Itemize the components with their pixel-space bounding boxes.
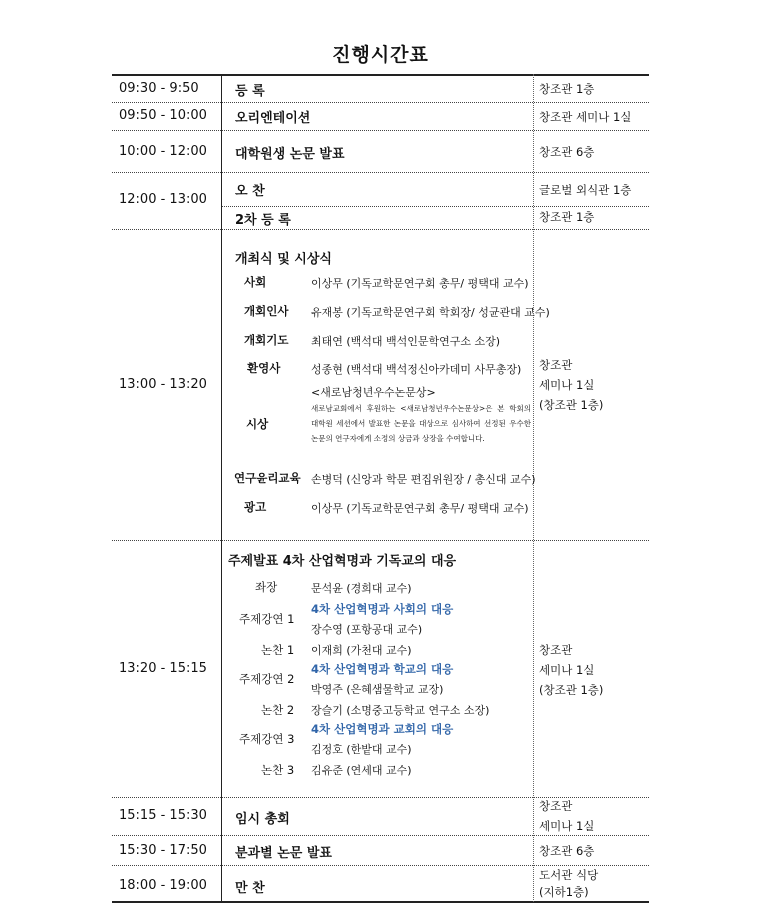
keynote-role: 주제강연 3 (239, 732, 295, 746)
time-cell: 12:00 - 13:00 (119, 192, 207, 207)
location-cell: (창조관 1층) (539, 683, 604, 697)
location-cell: 창조관 1층 (539, 82, 595, 96)
ceremony-detail: <새로남청년우수논문상> (311, 386, 436, 399)
table-top-rule (112, 74, 649, 76)
talk-title: 4차 산업혁명과 교회의 대응 (311, 722, 454, 736)
ceremony-detail: 이상무 (기독교학문연구회 총무/ 평택대 교수) (311, 502, 529, 515)
event-cell: 오리엔테이션 (235, 111, 311, 126)
time-cell: 09:30 - 9:50 (119, 81, 199, 96)
row-divider (112, 130, 649, 131)
time-cell: 13:20 - 15:15 (119, 661, 207, 676)
location-cell: 세미나 1실 (539, 663, 595, 677)
event-cell: 임시 총회 (235, 812, 290, 827)
event-cell: 등 록 (235, 84, 265, 99)
talk-speaker: 박영주 (은혜샘물학교 교장) (311, 683, 444, 696)
row-divider (222, 206, 649, 207)
location-cell: 창조관 1층 (539, 210, 595, 224)
keynote-chair: 문석윤 (경희대 교수) (311, 582, 412, 595)
time-cell: 15:15 - 15:30 (119, 808, 207, 823)
keynote-role: 논찬 3 (261, 763, 295, 777)
location-cell: 창조관 6층 (539, 145, 595, 159)
page-title: 진행시간표 (332, 44, 429, 66)
ceremony-role: 개회인사 (244, 304, 289, 318)
time-cell: 09:50 - 10:00 (119, 108, 207, 123)
location-cell: (창조관 1층) (539, 398, 604, 412)
keynote-role: 주제강연 2 (239, 672, 295, 686)
keynote-role: 좌장 (255, 580, 278, 594)
ceremony-role: 시상 (246, 417, 269, 431)
ceremony-detail: 성종현 (백석대 백석정신아카데미 사무총장) (311, 363, 522, 376)
ceremony-role: 광고 (244, 500, 267, 514)
ceremony-detail: 최태연 (백석대 백석인문학연구소 소장) (311, 335, 501, 348)
row-divider (112, 865, 649, 866)
ceremony-detail: 이상무 (기독교학문연구회 총무/ 평택대 교수) (311, 277, 529, 290)
time-cell: 15:30 - 17:50 (119, 843, 207, 858)
keynote-role: 논찬 2 (261, 703, 295, 717)
talk-speaker: 장수영 (포항공대 교수) (311, 623, 423, 636)
location-cell: 창조관 6층 (539, 844, 595, 858)
location-cell: 세미나 1실 (539, 378, 595, 392)
ceremony-detail: 유재봉 (기독교학문연구회 학회장/ 성균관대 교수) (311, 306, 550, 319)
ceremony-role: 개회기도 (244, 333, 289, 347)
keynote-role: 논찬 1 (261, 643, 295, 657)
location-cell: 창조관 (539, 358, 573, 372)
location-cell: (지하1층) (539, 885, 589, 899)
respondent: 이재희 (가천대 교수) (311, 644, 412, 657)
row-divider (112, 229, 649, 230)
talk-speaker: 김정호 (한밭대 교수) (311, 743, 412, 756)
time-cell: 18:00 - 19:00 (119, 878, 207, 893)
keynote-role: 주제강연 1 (239, 612, 295, 626)
column-divider (533, 74, 534, 902)
event-cell: 분과별 논문 발표 (235, 846, 332, 861)
row-divider (112, 102, 649, 103)
award-note: 새로남교회에서 후원하는 <새로남청년우수논문상>은 본 학회의 대학원 세션에서 발표한 논문을 대상으로 심사하여 선정된 우수한 논문의 연구자에게 소정의 상금과 상장을 수여합니다. (311, 404, 531, 443)
location-cell: 도서관 식당 (539, 868, 599, 882)
event-cell: 오 찬 (235, 184, 265, 199)
event-cell: 주제발표 4차 산업혁명과 기독교의 대응 (228, 554, 457, 569)
event-cell: 2차 등 록 (235, 213, 291, 228)
table-bottom-rule (112, 901, 649, 903)
row-divider (112, 172, 649, 173)
talk-title: 4차 산업혁명과 사회의 대응 (311, 602, 454, 616)
ceremony-detail: 손병덕 (신앙과 학문 편집위원장 / 총신대 교수) (311, 473, 536, 486)
event-cell: 개최식 및 시상식 (235, 252, 332, 267)
location-cell: 세미나 1실 (539, 819, 595, 833)
location-cell: 창조관 (539, 799, 573, 813)
row-divider (112, 835, 649, 836)
ceremony-role: 연구윤리교육 (234, 471, 301, 485)
location-cell: 창조관 세미나 1실 (539, 110, 632, 124)
location-cell: 창조관 (539, 643, 573, 657)
respondent: 장슬기 (소명중고등학교 연구소 소장) (311, 704, 490, 717)
event-cell: 만 찬 (235, 881, 265, 896)
location-cell: 글로벌 외식관 1층 (539, 183, 632, 197)
respondent: 김유준 (연세대 교수) (311, 764, 412, 777)
ceremony-role: 환영사 (247, 361, 281, 375)
column-divider (221, 74, 222, 902)
row-divider (112, 540, 649, 541)
event-cell: 대학원생 논문 발표 (235, 147, 345, 162)
time-cell: 13:00 - 13:20 (119, 377, 207, 392)
time-cell: 10:00 - 12:00 (119, 144, 207, 159)
ceremony-role: 사회 (244, 275, 267, 289)
talk-title: 4차 산업혁명과 학교의 대응 (311, 662, 454, 676)
